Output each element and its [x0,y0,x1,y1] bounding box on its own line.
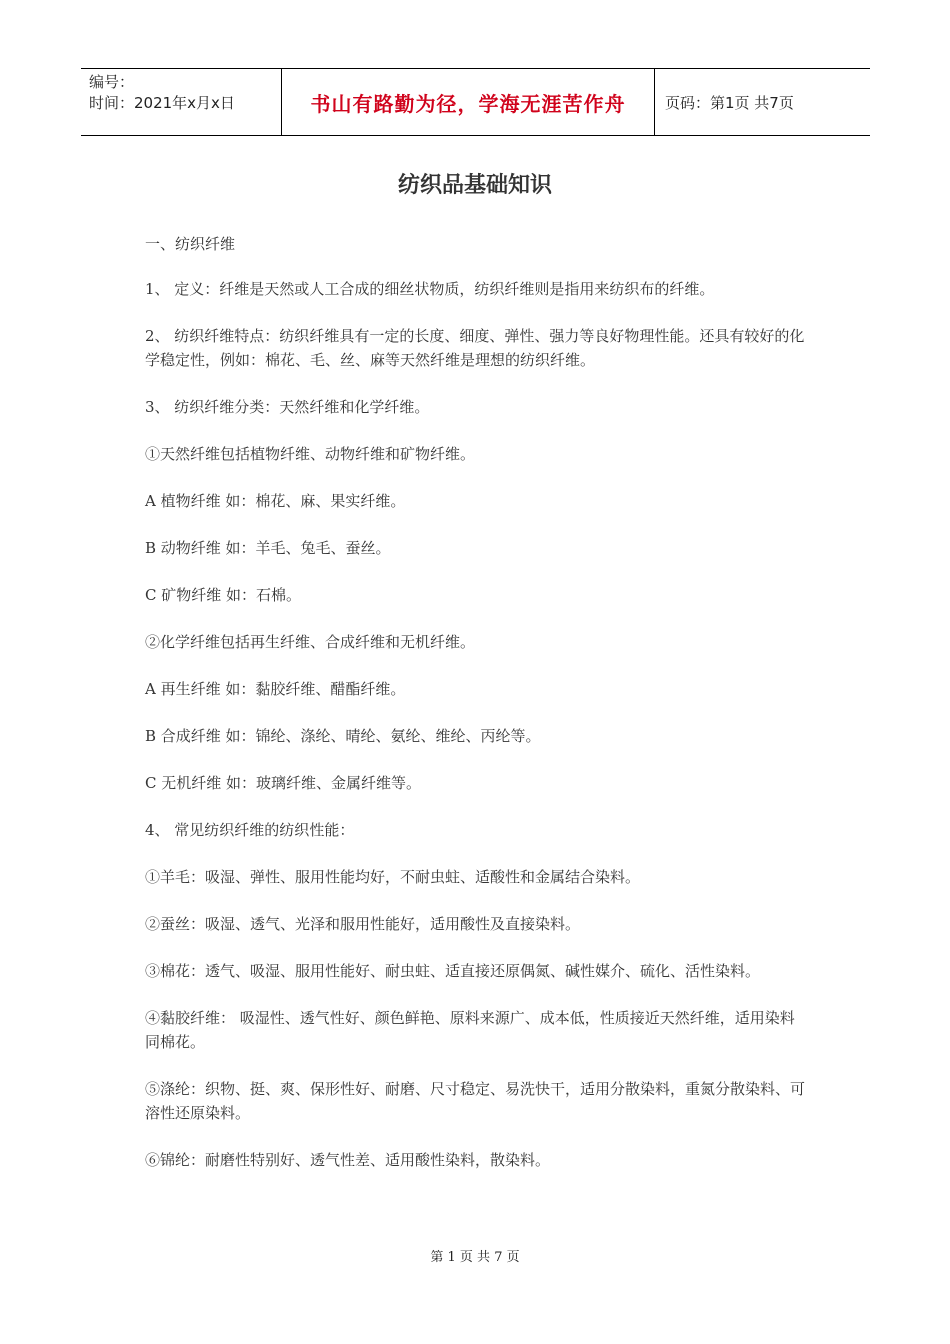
paragraph: A 植物纤维 如：棉花、麻、果实纤维。 [145,492,406,510]
section-heading: 一、纺织纤维 [145,235,236,253]
paragraph: B 动物纤维 如：羊毛、兔毛、蚕丝。 [145,539,391,557]
paragraph: ④黏胶纤维： 吸湿性、透气性好、颜色鲜艳、原料来源广、成本低，性质接近天然纤维，适用染料同棉花。 [145,1009,795,1051]
paragraph: C 矿物纤维 如：石棉。 [145,586,302,604]
time-label: 时间：2021年x月x日 [89,94,235,112]
paragraph: ②蚕丝：吸湿、透气、光泽和服用性能好，适用酸性及直接染料。 [145,915,581,933]
paragraph: A 再生纤维 如：黏胶纤维、醋酯纤维。 [145,680,406,698]
document-title: 纺织品基础知识 [397,173,552,198]
header-page-info: 页码：第1页 共7页 [665,93,794,112]
paragraph: 3、 纺织纤维分类：天然纤维和化学纤维。 [145,398,430,416]
paragraph: 2、 纺织纤维特点：纺织纤维具有一定的长度、细度、弹性、强力等良好物理性能。还具有较好的化学稳定性，例如：棉花、毛、丝、麻等天然纤维是理想的纺织纤维。 [145,327,805,369]
paragraph: ⑥锦纶：耐磨性特别好、透气性差、适用酸性染料，散染料。 [145,1151,551,1169]
number-label: 编号： [89,73,135,91]
paragraph: 1、 定义：纤维是天然或人工合成的细丝状物质，纺织纤维则是指用来纺织布的纤维。 [145,280,715,298]
paragraph: B 合成纤维 如：锦纶、涤纶、晴纶、氨纶、维纶、丙纶等。 [145,727,541,745]
header-motto: 书山有路勤为径，学海无涯苦作舟 [281,69,655,135]
paragraph: ⑤涤纶：织物、挺、爽、保形性好、耐磨、尺寸稳定、易洗快干，适用分散染料，重氮分散染料、可溶性还原染料。 [145,1080,806,1122]
document-header [81,68,870,136]
paragraph: ③棉花：透气、吸湿、服用性能好、耐虫蛀、适直接还原偶氮、碱性媒介、硫化、活性染料。 [145,962,761,980]
paragraph: ①天然纤维包括植物纤维、动物纤维和矿物纤维。 [145,445,476,463]
paragraph: ①羊毛：吸湿、弹性、服用性能均好，不耐虫蛀、适酸性和金属结合染料。 [145,868,641,886]
paragraph: ②化学纤维包括再生纤维、合成纤维和无机纤维。 [145,633,476,651]
paragraph: C 无机纤维 如：玻璃纤维、金属纤维等。 [145,774,422,792]
header-meta [81,69,281,135]
page-footer: 第 1 页 共 7 页 [430,1250,520,1265]
document-body [145,232,807,1195]
paragraph: 4、 常见纺织纤维的纺织性能： [145,821,355,839]
